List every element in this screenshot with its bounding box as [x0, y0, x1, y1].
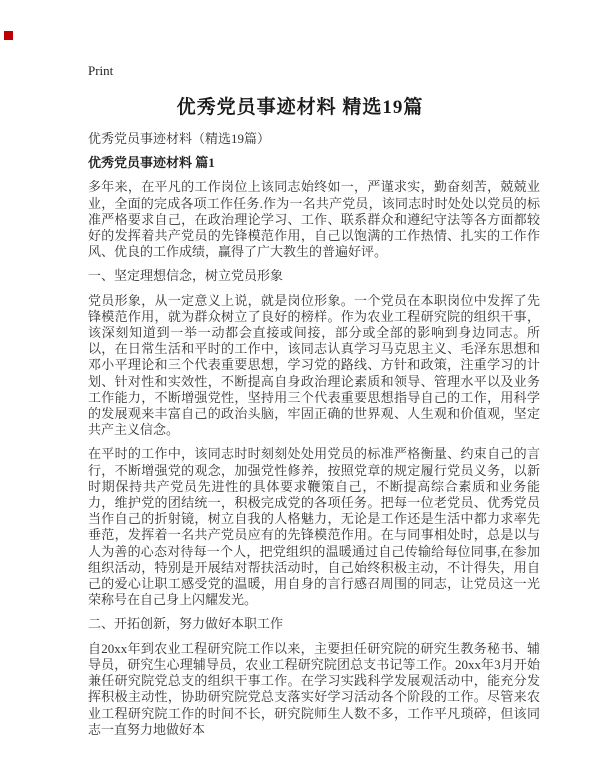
red-marker-icon: [4, 31, 13, 40]
document-paragraph: 党员形象，从一定意义上说，就是岗位形象。一个党员在本职岗位中发挥了先锋模范作用，就为群众树立了良好的榜样。作为农业工程研究院的组织干事，该深刻知道到一举一动都会直接或间接，部分或全部的影响到身边同志。所以，在日常生活和平时的工作中，该同志认真学习马克思主义、毛泽东思想和邓小平理论和三个代表重要思想，学习党的路线、方针和政策，注重学习的计划、针对性和实效性，不断提高自身政治理论素质和领导、管理水平以及业务工作能力，不断增强党性，坚持用三个代表重要思想指导自己的工作，用科学的发展观来丰富自己的政治头脑，牢固正确的世界观、人生观和价值观，坚定共产主义信念。: [88, 292, 540, 438]
print-link[interactable]: Print: [88, 63, 114, 78]
document-subheading: 二、开拓创新，努力做好本职工作: [88, 616, 284, 632]
document-subtitle: 优秀党员事迹材料（精选19篇）: [88, 131, 271, 146]
document-paragraph: 自20xx年到农业工程研究院工作以来，主要担任研究院的研究生教务秘书、辅导员，研究生心理辅导员，农业工程研究院团总支书记等工作。20xx年3月开始兼任研究院党总支的组织干事工作。在学习实践科学发展观活动中，能充分发挥积极主动性，协助研究院党总支落实好学习活动各个阶段的工作。尽管来农业工程研究院工作的时间不长，研究院师生人数不多，工作平凡琐碎，但该同志一直努力地做好本: [88, 640, 540, 737]
page-title: 优秀党员事迹材料 精选19篇: [176, 97, 424, 118]
document-paragraph: 多年来，在平凡的工作岗位上该同志始终如一，严谨求实，勤奋刻苦，兢兢业业，全面的完成各项工作任务.作为一名共产党员，该同志时时处处以党员的标准严格要求自己，在政治理论学习、工作、联系群众和遵纪守法等各方面都较好的发挥着共产党员的先锋模范作用，自己以饱满的工作热情、扎实的工作作风、优良的工作成绩，赢得了广大教生的普遍好评。: [88, 179, 540, 260]
document-subheading: 一、坚定理想信念，树立党员形象: [88, 268, 284, 284]
document-paragraph: 在平时的工作中，该同志时时刻刻处处用党员的标准严格衡量、约束自己的言行，不断增强党的观念，加强党性修养，按照党章的规定履行党员义务，以新时期保持共产党员先进性的具体要求鞭策自己，不断提高综合素质和业务能力，维护党的团结统一，积极完成党的各项任务。把每一位老党员、优秀党员当作自己的折射镜，树立自我的人格魅力，无论是工作还是生活中都力求率先垂范，发挥着一名共产党员应有的先锋模范作用。在与同事相处时，总是以与人为善的心态对待每一个人，把党组织的温暖通过自己传输给每位同事,在参加组织活动，特别是开展结对帮扶活动时，自己始终积极主动，不计得失，用自己的爱心让职工感受党的温暖，用自身的言行感召周围的同志，让党员这一光荣称号在自己身上闪耀发光。: [88, 446, 540, 608]
document-body: [88, 131, 540, 746]
document-heading: 优秀党员事迹材料 篇1: [88, 155, 215, 171]
